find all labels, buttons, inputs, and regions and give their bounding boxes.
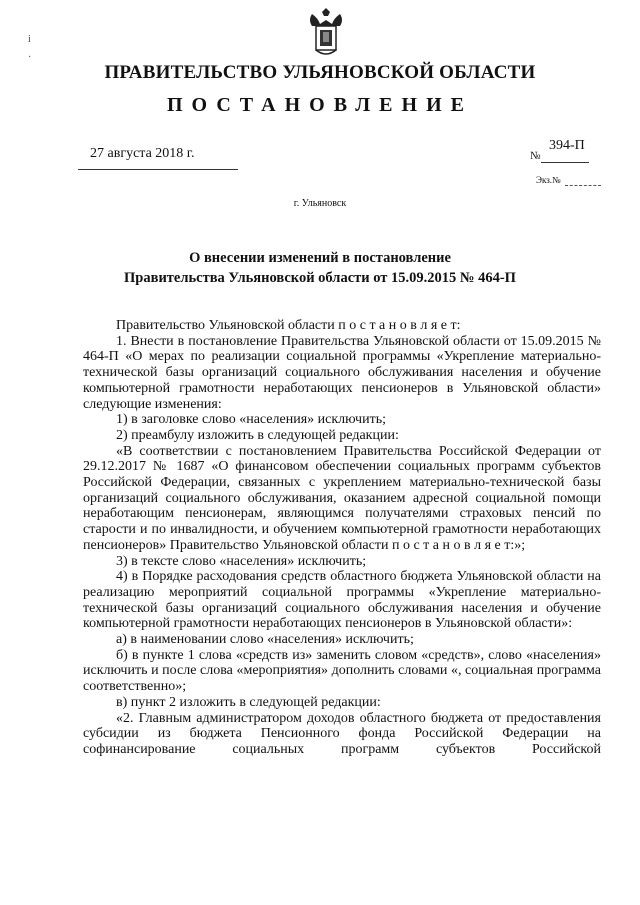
title-line: О внесении изменений в постановление: [189, 250, 451, 266]
margin-mark: ·: [28, 52, 32, 63]
government-name: ПРАВИТЕЛЬСТВО УЛЬЯНОВСКОЙ ОБЛАСТИ: [104, 62, 536, 83]
body-paragraph: Правительство Ульяновской области п о с т а н о в л я е т:: [116, 318, 461, 333]
coat-of-arms-icon: [306, 8, 346, 60]
body-paragraph: 2) преамбулу изложить в следующей редакции:: [116, 427, 399, 443]
body-paragraph: 1. Внести в постановление Правительства Ульяновской области от 15.09.2015 № 464-П «О мерах по реализации социальной программы «Укрепление материально-технической базы организаций социального обслуживания населения и обучение компьютерной грамотности неработающих пенсионеров в Ульяновской области» следующие изменения:: [83, 333, 601, 412]
document-body: [83, 318, 601, 758]
document-number: 394-П: [549, 138, 585, 153]
body-paragraph: б) в пункте 1 слова «средств из» заменить словом «средств», слово «населения» исключить и после слова «мероприятия» дополнить словами «, социальная программа соответственно»;: [83, 647, 601, 695]
body-paragraph: «2. Главным администратором доходов областного бюджета от предоставления субсидии из бюджета Пенсионного фонда Российской Федерации на софинансирование социальных программ субъектов Российской: [83, 710, 601, 757]
title-line: Правительства Ульяновской области от 15.09.2015 № 464-П: [124, 270, 516, 286]
copy-number-line: [565, 185, 601, 186]
body-paragraph: в) пункт 2 изложить в следующей редакции:: [116, 694, 381, 710]
number-prefix: №: [530, 150, 541, 162]
date-underline: [78, 169, 238, 170]
copy-number-label: Экз.№: [536, 175, 561, 185]
body-paragraph: 1) в заголовке слово «населения» исключить;: [116, 412, 386, 428]
body-paragraph: а) в наименовании слово «населения» исключить;: [116, 632, 414, 648]
body-paragraph: 3) в тексте слово «населения» исключить;: [116, 553, 367, 569]
document-date: 27 августа 2018 г.: [90, 146, 195, 161]
body-paragraph: «В соответствии с постановлением Правительства Российской Федерации от 29.12.2017 № 1687 «О финансовом обеспечении социальных программ субъектов Российской Федерации, связанных с укреплением материально-технической базы организаций социального обслуживания, оказанием адресной социальной помощи неработающим пенсионерам, являющимся получателями страховых пенсий по старости и по инвалидности, и обучением компьютерной грамотности неработающих пенсионеров» Правительство Ульяновской области п о с т а н о в л я е т:»;: [83, 443, 601, 553]
number-underline: [541, 162, 589, 163]
city-name: г. Ульяновск: [293, 198, 347, 209]
document-type: ПОСТАНОВЛЕНИЕ: [167, 94, 473, 116]
document-title: [60, 248, 580, 288]
body-paragraph: 4) в Порядке расходования средств областного бюджета Ульяновской области на реализацию мероприятий социальной программы «Укрепление материально-технической базы организаций социального обслуживания населения и обучение компьютерной грамотности неработающих пенсионеров в Ульяновской области»:: [83, 569, 601, 632]
margin-mark: i: [28, 34, 31, 45]
